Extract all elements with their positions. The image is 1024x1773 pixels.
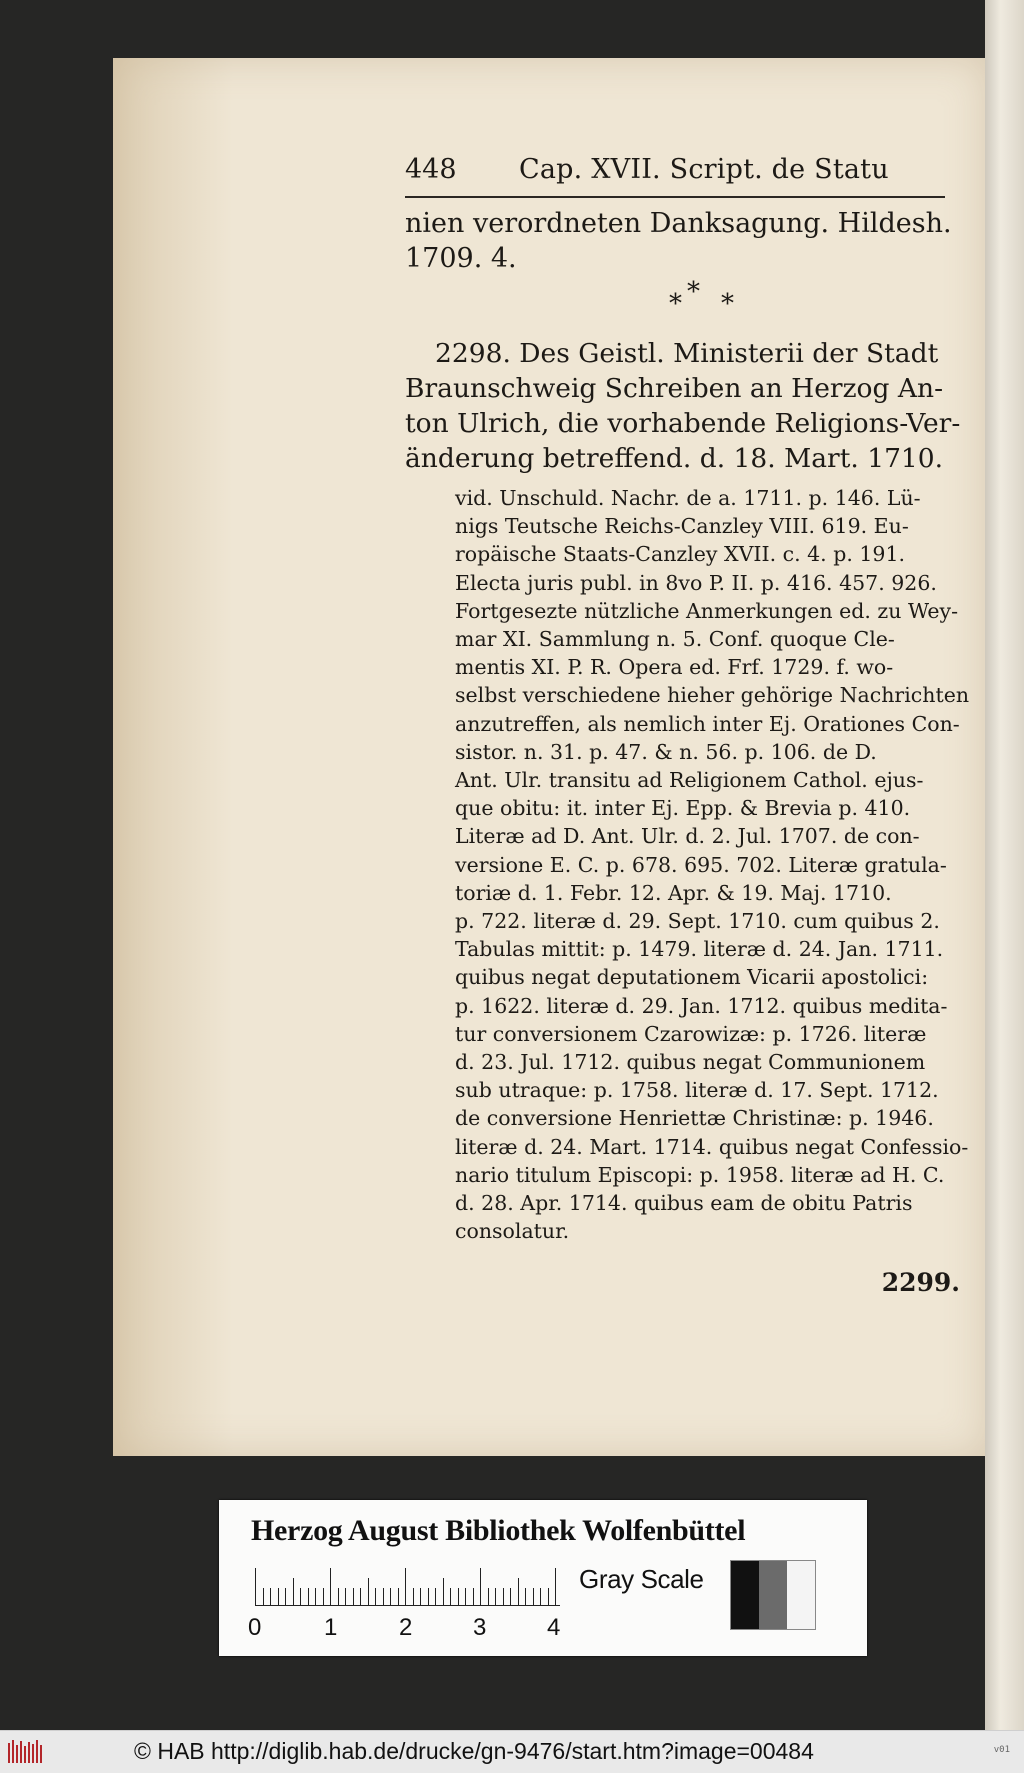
ruler-number: 3 [473, 1614, 487, 1641]
note-line: nario titulum Episcopi: p. 1958. literæ ad H. C. [455, 1162, 945, 1187]
ruler-tick [360, 1588, 361, 1606]
note-line: ropäische Staats-Canzley XVII. c. 4. p. 191. [455, 542, 906, 567]
ruler-tick [435, 1588, 436, 1606]
note-line: literæ d. 24. Mart. 1714. quibus negat Confessio- [455, 1134, 969, 1159]
ruler-tick [300, 1588, 301, 1606]
ruler-tick [420, 1588, 421, 1606]
ruler-tick [330, 1568, 331, 1606]
note-line: consolatur. [455, 1219, 570, 1244]
ruler-tick [405, 1568, 406, 1606]
note-line: d. 23. Jul. 1712. quibus negat Communionem [455, 1050, 926, 1075]
note-line: de conversione Henriettæ Christinæ: p. 1946. [455, 1106, 934, 1131]
ruler-tick [525, 1588, 526, 1606]
note-line: quibus negat deputationem Vicarii apostolici: [455, 965, 929, 990]
entry-line: Braunschweig Schreiben an Herzog An- [405, 373, 944, 404]
footer-code: v01 [993, 1745, 1010, 1755]
page-text-block [405, 148, 970, 1297]
entry-line: ton Ulrich, die vorhabende Religions-Ver- [405, 408, 961, 439]
ruler-number: 0 [248, 1614, 262, 1641]
ruler-tick [465, 1588, 466, 1606]
adjacent-page-edge [985, 0, 1024, 1730]
swatch-black [731, 1561, 759, 1629]
ruler-tick [315, 1588, 316, 1606]
measurement-ruler [255, 1566, 560, 1606]
entry-line: 2298. Des Geistl. Ministerii der Stadt [435, 338, 939, 369]
continuation-text [405, 206, 960, 276]
ruler-tick [533, 1588, 534, 1606]
ruler-number: 2 [399, 1614, 413, 1641]
ruler-tick [488, 1588, 489, 1606]
note-line: toriæ d. 1. Febr. 12. Apr. & 19. Maj. 1710. [455, 880, 892, 905]
asterisk: * [721, 289, 734, 319]
note-line: mar XI. Sammlung n. 5. Conf. quoque Cle- [455, 627, 895, 652]
text-line: nien verordneten Danksagung. Hildesh. [405, 208, 952, 239]
ruler-tick [285, 1588, 286, 1606]
ruler-tick [323, 1588, 324, 1606]
note-line: sistor. n. 31. p. 47. & n. 56. p. 106. de D. [455, 739, 877, 764]
ruler-tick [390, 1588, 391, 1606]
page-number: 448 [405, 154, 457, 185]
ruler-tick [413, 1588, 414, 1606]
note-line: tur conversionem Czarowizæ: p. 1726. literæ [455, 1021, 927, 1046]
ruler-tick [458, 1588, 459, 1606]
ruler-tick [270, 1588, 271, 1606]
ruler-tick [555, 1568, 556, 1606]
ruler-tick [518, 1578, 519, 1606]
note-line: selbst verschiedene hieher gehörige Nachrichten [455, 683, 970, 708]
note-line: que obitu: it. inter Ej. Epp. & Brevia p. 410. [455, 796, 911, 821]
ruler-number: 1 [324, 1614, 338, 1641]
library-name: Herzog August Bibliothek Wolfenbüttel [251, 1514, 746, 1547]
ruler-tick [308, 1588, 309, 1606]
catchword: 2299. [881, 1268, 960, 1297]
entry-2298 [405, 336, 960, 476]
ruler-tick [443, 1578, 444, 1606]
ruler-tick [503, 1588, 504, 1606]
ruler-tick [278, 1588, 279, 1606]
entry-notes [405, 484, 970, 1245]
ruler-tick [353, 1588, 354, 1606]
note-line: p. 1622. literæ d. 29. Jan. 1712. quibus medita- [455, 993, 948, 1018]
ruler-tick [375, 1588, 376, 1606]
hab-logo-icon [6, 1737, 46, 1767]
note-line: mentis XI. P. R. Opera ed. Frf. 1729. f. wo- [455, 655, 894, 680]
copyright-url[interactable]: © HAB http://diglib.hab.de/drucke/gn-9476/start.htm?image=00484 [134, 1738, 814, 1764]
ruler-tick [398, 1588, 399, 1606]
running-title: Cap. XVII. Script. de Statu [519, 154, 889, 185]
note-line: Electa juris publ. in 8vo P. II. p. 416. 457. 926. [455, 570, 937, 595]
asterism [405, 277, 960, 332]
note-line: d. 28. Apr. 1714. quibus eam de obitu Patris [455, 1191, 913, 1216]
library-color-card [219, 1500, 867, 1656]
ruler-tick [293, 1578, 294, 1606]
note-line: Literæ ad D. Ant. Ulr. d. 2. Jul. 1707. de con- [455, 824, 920, 849]
gray-scale-label: Gray Scale [579, 1564, 704, 1594]
header-rule [405, 196, 945, 198]
note-line: nigs Teutsche Reichs-Canzley VIII. 619. Eu- [455, 514, 909, 539]
note-line: versione E. C. p. 678. 695. 702. Literæ gratula- [455, 852, 947, 877]
swatch-gray [759, 1561, 787, 1629]
ruler-tick [540, 1588, 541, 1606]
ruler-number: 4 [547, 1614, 561, 1641]
ruler-tick [428, 1588, 429, 1606]
ruler-tick [338, 1588, 339, 1606]
ruler-tick [368, 1578, 369, 1606]
text-line: 1709. 4. [405, 243, 517, 274]
note-line: Fortgesezte nützliche Anmerkungen ed. zu Wey- [455, 598, 958, 623]
ruler-tick [480, 1568, 481, 1606]
ruler-tick [255, 1568, 256, 1606]
ruler-tick [263, 1588, 264, 1606]
ruler-tick [510, 1588, 511, 1606]
viewer-footer [0, 1730, 1024, 1773]
swatch-white [787, 1561, 815, 1629]
note-line: sub utraque: p. 1758. literæ d. 17. Sept. 1712. [455, 1078, 939, 1103]
page-header [405, 148, 960, 190]
entry-line: änderung betreffend. d. 18. Mart. 1710. [405, 443, 944, 474]
asterisk: * [687, 277, 700, 307]
note-line: Ant. Ulr. transitu ad Religionem Cathol. ejus- [455, 768, 924, 793]
note-line: Tabulas mittit: p. 1479. literæ d. 24. Jan. 1711. [455, 937, 944, 962]
note-line: vid. Unschuld. Nachr. de a. 1711. p. 146. Lü- [455, 486, 921, 510]
gray-scale-swatches [730, 1560, 816, 1630]
ruler-tick [473, 1588, 474, 1606]
ruler-tick [495, 1588, 496, 1606]
ruler-tick [345, 1588, 346, 1606]
book-page [113, 58, 985, 1456]
note-line: p. 722. literæ d. 29. Sept. 1710. cum quibus 2. [455, 909, 940, 934]
ruler-tick [450, 1588, 451, 1606]
note-line: anzutreffen, als nemlich inter Ej. Orationes Con- [455, 711, 960, 736]
ruler-tick [383, 1588, 384, 1606]
ruler-tick [548, 1588, 549, 1606]
asterisk: * [669, 289, 682, 319]
